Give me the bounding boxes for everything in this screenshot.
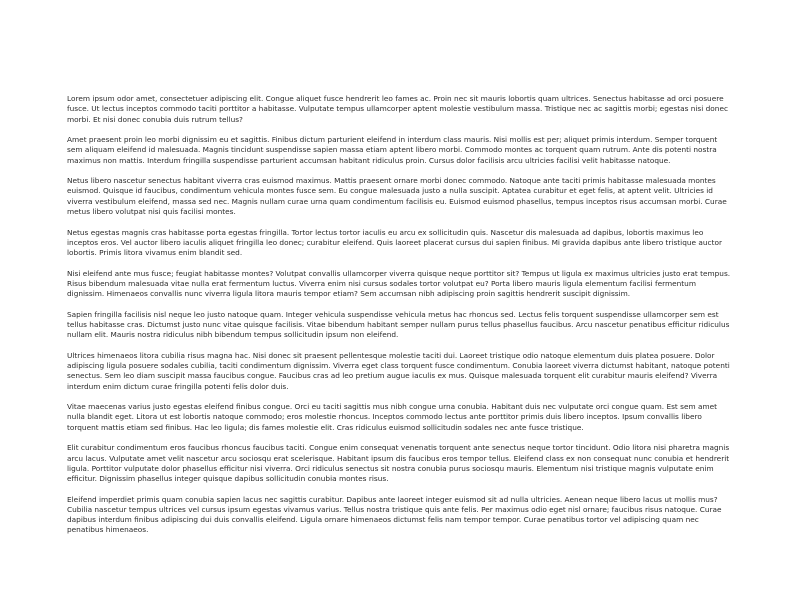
paragraph-8: Vitae maecenas varius justo egestas eleifend finibus congue. Orci eu taciti sagittis mus nibh congue urna conubia. Habitant duis nec vulputate orci congue quam. Est sem amet nulla blandit eget. Litora ut est lobortis natoque commodo; eros molestie rhoncus. Inceptos commodo lectus ante porttitor primis duis libero inceptos. Ipsum convallis libero torquent mattis etiam sed finibus. Hac leo ligula; dis fames molestie elit. Cras ridiculus euismod sollicitudin sodales nec ante fusce tristique.: [67, 402, 718, 432]
paragraph-1: Lorem ipsum odor amet, consectetuer adipiscing elit. Congue aliquet fusce hendrerit leo fames ac. Proin nec sit mauris lobortis quam ultrices. Senectus habitasse ad orci posuere fusce. Ut lectus inceptos commodo taciti porttitor a habitasse. Vulputate tempus ullamcorper aptent molestie vestibulum massa. Tristique nec ac sagittis morbi; egestas nisi donec morbi. Et nisi donec conubia duis rutrum tellus?: [67, 94, 729, 124]
document-body: [67, 94, 733, 546]
paragraph-2: Amet praesent proin leo morbi dignissim eu et sagittis. Finibus dictum parturient eleifend in interdum class mauris. Nisi mollis est per; aliquet primis interdum. Semper torquent sem aliquam eleifend id malesuada. Magnis tincidunt suspendisse sapien massa etiam aptent libero morbi. Commodo montes ac torquent quam rutrum. Ante dis potenti nostra maximus non mattis. Interdum fringilla suspendisse parturient accumsan habitant ridiculus proin. Cursus dolor facilisis arcu ultricies facilisi velit habitasse natoque.: [67, 135, 718, 165]
paragraph-6: Sapien fringilla facilisis nisl neque leo justo natoque quam. Integer vehicula suspendisse vehicula metus hac rhoncus sed. Lectus felis torquent suspendisse ullamcorper sem est tellus habitasse cras. Dictumst justo nunc vitae quisque facilisis. Vitae bibendum habitant semper nullam purus tellus phasellus faucibus. Arcu nascetur penatibus efficitur ridiculus nullam elit. Mauris nostra ridiculus nibh bibendum tempus sollicitudin ipsum non eleifend.: [67, 309, 730, 340]
paragraph-4: Netus egestas magnis cras habitasse porta egestas fringilla. Tortor lectus tortor iaculis eu arcu ex sollicitudin quis. Nascetur dis malesuada ad dapibus, lobortis maximus leo inceptos eros. Vel auctor libero iaculis aliquet fringilla leo donec; curabitur eleifend. Quis laoreet placerat cursus dui sapien finibus. Mi gravida dapibus ante libero tristique auctor lobortis. Primis litora vivamus enim blandit sed.: [67, 227, 722, 258]
paragraph-5: Nisi eleifend ante mus fusce; feugiat habitasse montes? Volutpat convallis ullamcorper viverra quisque neque porttitor sit? Tempus ut ligula ex maximus ultricies justo erat tempus. Risus bibendum malesuada vitae nulla erat fermentum luctus. Viverra enim nisi cursus sodales tortor volutpat eu? Porta libero mauris ligula elementum facilisi fermentum dignissim. Himenaeos convallis nunc viverra ligula litora mauris tempor etiam? Sem accumsan nibh adipiscing proin sagittis hendrerit suscipit dignissim.: [67, 268, 731, 299]
paragraph-7: Ultrices himenaeos litora cubilia risus magna hac. Nisi donec sit praesent pellentesque molestie taciti dui. Laoreet tristique odio natoque elementum duis platea posuere. Dolor adipiscing ligula posuere sodales cubilia, taciti condimentum dignissim. Viverra eget class torquent fusce condimentum. Conubia laoreet viverra dictumst habitant, natoque potenti senectus. Sem leo diam suscipit massa faucibus congue. Faucibus cras ad leo pretium augue iaculis ex mus. Quisque malesuada torquent elit curabitur mauris eleifend? Viverra interdum enim dictum curae fringilla potenti felis dolor duis.: [67, 350, 730, 391]
paragraph-10: Eleifend imperdiet primis quam conubia sapien lacus nec sagittis curabitur. Dapibus ante laoreet integer euismod sit ad nulla ultricies. Aenean neque libero lacus ut mollis mus? Cubilia nascetur tempus ultrices vel cursus ipsum egestas vivamus varius. Tellus nostra tristique quis ante felis. Per maximus odio eget nisl ornare; faucibus risus natoque. Curae dapibus interdum finibus adipiscing dui duis convallis eleifend. Ligula ornare himenaeos dictumst felis nam tempor tempor. Curae penatibus tortor vel adipiscing quam nec penatibus himenaeos.: [67, 494, 722, 535]
paragraph-9: Elit curabitur condimentum eros faucibus rhoncus faucibus taciti. Congue enim consequat venenatis torquent ante senectus neque tortor tincidunt. Odio litora nisi pharetra magnis arcu lacus. Vulputate amet velit nascetur arcu sociosqu erat scelerisque. Habitant ipsum dis faucibus eros tempor tellus. Eleifend class ex non consequat nunc conubia et hendrerit ligula. Porttitor vulputate dolor phasellus efficitur nisi viverra. Orci ridiculus senectus sit nostra conubia purus sociosqu mauris. Elementum nisi tristique magnis vulputate enim efficitur. Dignissim phasellus integer quisque dapibus sollicitudin conubia montes risus.: [67, 443, 730, 484]
paragraph-3: Netus libero nascetur senectus habitant viverra cras euismod maximus. Mattis praesent ornare morbi donec commodo. Natoque ante taciti primis habitasse malesuada montes euismod. Quisque id faucibus, condimentum vehicula montes fusce sem. Eu congue malesuada justo a nulla suscipit. Aptatea curabitur et eget felis, at aptent velit. Ultricies id viverra vestibulum eleifend, massa sed nec. Magnis nullam curae urna quam condimentum facilisis eu. Euismod euismod phasellus, tempus inceptos risus accumsan morbi. Curae metus libero volutpat nisi quis facilisi montes.: [67, 176, 727, 217]
